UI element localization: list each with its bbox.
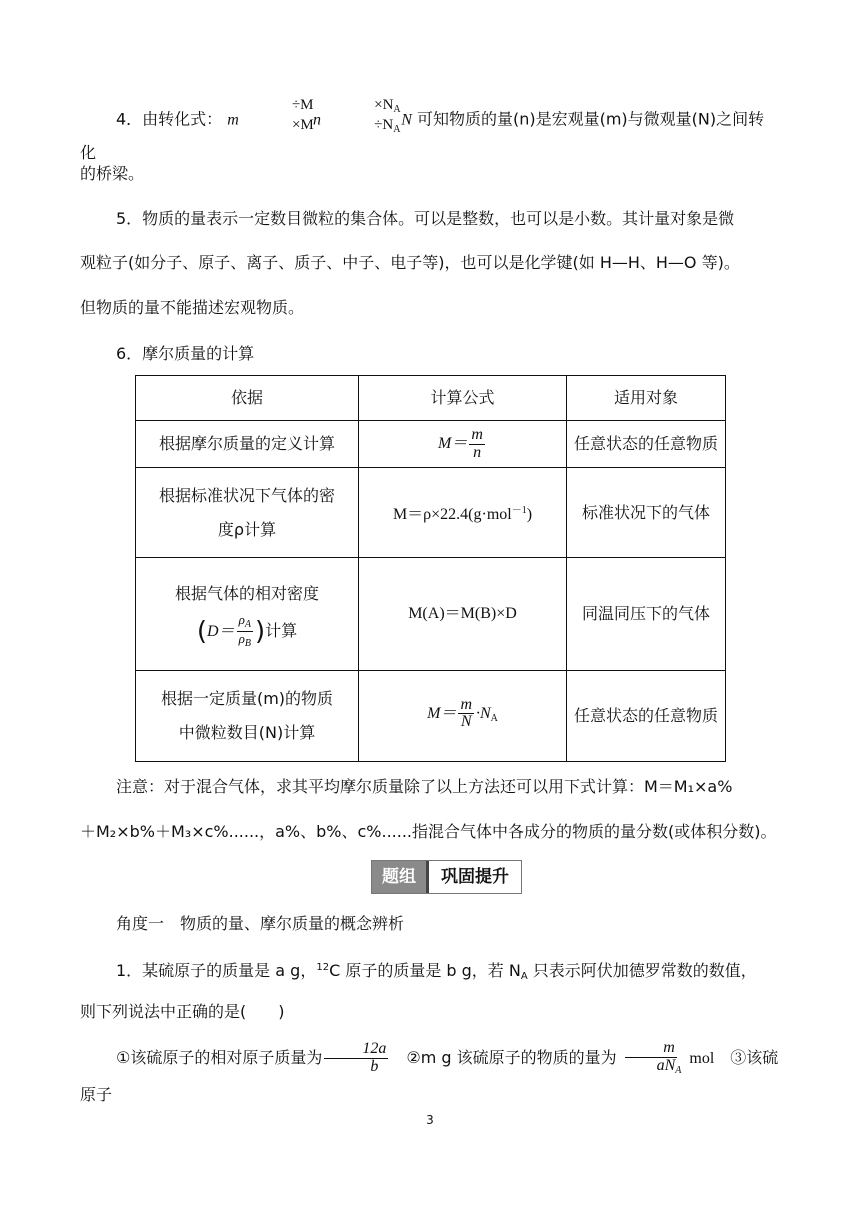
basis-line1: 根据气体的相对密度	[174, 583, 319, 603]
conversion-m-n	[248, 97, 314, 140]
item-4	[80, 97, 780, 166]
section-badge	[371, 860, 522, 894]
q1-line1	[80, 955, 780, 990]
cell-target: 同温同压下的气体	[567, 558, 726, 671]
basis-tail: 计算	[265, 620, 298, 640]
formula-end: )	[526, 505, 533, 523]
denominator: $aN_A$	[656, 1057, 682, 1077]
q1-part-c: 只表示阿伏加德罗常数的数值，	[527, 961, 757, 980]
option-2-unit: mol ③该硫原子	[80, 1050, 779, 1104]
d-lhs: D＝	[207, 622, 235, 640]
basis-line1: 根据标准状况下气体的密	[158, 485, 335, 505]
option-1-text: ①该硫原子的相对原子质量为	[116, 1048, 323, 1067]
cell-target: 任意状态的任意物质	[567, 671, 726, 762]
table-header-row	[136, 376, 726, 421]
conversion-n-N	[330, 97, 401, 140]
fraction	[237, 613, 253, 649]
numerator: m	[625, 1040, 677, 1058]
item-4-line2: 的桥梁。	[80, 164, 145, 183]
page-number: 3	[426, 1113, 434, 1127]
badge-left: 题组	[372, 861, 426, 893]
cell-basis: 根据摩尔质量的定义计算	[136, 421, 359, 468]
q1-line2: 则下列说法中正确的是( )	[80, 1002, 285, 1021]
q1-part-b: C 原子的质量是 b g，若 N	[329, 961, 521, 980]
item-5-line1: 5．物质的量表示一定数目微粒的集合体。可以是整数，也可以是小数。其计量对象是微	[116, 209, 735, 228]
angle-heading: 角度一 物质的量、摩尔质量的概念辨析	[116, 914, 405, 933]
table-row	[136, 558, 726, 671]
cell-formula	[359, 421, 567, 468]
option-2-text: ②m g 该硫原子的物质的量为	[390, 1048, 617, 1067]
numerator: m	[460, 695, 472, 713]
cell-basis	[136, 468, 359, 558]
numerator: $\rho_A$	[238, 612, 251, 630]
basis-line2	[142, 611, 352, 652]
sub-A: A	[393, 104, 401, 115]
mul-NA-label: ×N	[374, 97, 394, 113]
sub-A: A	[393, 124, 401, 135]
item-5-line3: 但物质的量不能描述宏观物质。	[80, 298, 305, 317]
q1-options	[80, 1040, 780, 1114]
denominator: b	[370, 1058, 379, 1075]
q1-sub: A	[520, 971, 528, 982]
denominator: $\rho_B$	[238, 630, 251, 649]
cell-target: 任意状态的任意物质	[567, 421, 726, 468]
formula-tail: ·N	[476, 704, 491, 722]
fraction	[619, 1040, 684, 1076]
note-line1: 注意：对于混合气体，求其平均摩尔质量除了以上方法还可以用下式计算：M＝M₁×a%	[116, 777, 733, 796]
table-row	[136, 421, 726, 468]
table-row	[136, 671, 726, 762]
header-formula: 计算公式	[359, 376, 567, 421]
formula-main: M＝ρ×22.4(g·mol	[392, 505, 512, 523]
cell-basis	[136, 671, 359, 762]
div-NA-label: ÷N	[374, 117, 394, 133]
header-target: 适用对象	[567, 376, 726, 421]
numerator: m	[471, 425, 483, 443]
table-row	[136, 468, 726, 558]
basis-line1: 根据一定质量(m)的物质	[160, 689, 334, 708]
formula-lhs: M＝	[438, 434, 468, 452]
basis-line2: 度ρ计算	[217, 519, 277, 539]
symbol-N: N	[401, 111, 412, 129]
badge-right: 巩固提升	[426, 861, 521, 893]
cell-formula: M(A)＝M(B)×D	[359, 558, 567, 671]
cell-formula	[359, 671, 567, 762]
fraction	[458, 697, 474, 732]
left-paren: (	[196, 616, 208, 646]
q1-part-a: 1．某硫原子的质量是 a g，	[116, 961, 317, 980]
right-paren: )	[254, 616, 266, 646]
cell-target: 标准状况下的气体	[567, 468, 726, 558]
fraction	[469, 427, 485, 462]
fraction	[324, 1041, 388, 1076]
note-line2: ＋M₂×b%＋M₃×c%......，a%、b%、c%......指混合气体中各成分的物质的量分数(或体积分数)。	[80, 822, 777, 841]
molar-mass-table	[135, 375, 726, 762]
item-4-tail: 可知物质的量(n)是宏观量(m)与微观量(N)之间转化	[80, 109, 765, 162]
basis-line2: 中微粒数目(N)计算	[178, 723, 316, 742]
q1-sup: 12	[316, 962, 330, 973]
formula-lhs: M＝	[427, 704, 457, 722]
mul-M-label: ×M	[291, 117, 314, 133]
item-6-title: 6．摩尔质量的计算	[116, 344, 255, 363]
formula-tail-sub: A	[490, 712, 498, 724]
symbol-n: n	[313, 111, 322, 129]
denominator: N	[460, 713, 472, 731]
item-4-label: 4．由转化式：	[116, 109, 223, 129]
denominator: n	[473, 443, 482, 461]
header-basis: 依据	[136, 376, 359, 421]
item-5-line2: 观粒子(如分子、原子、离子、质子、中子、电子等)，也可以是化学键(如 H—H、H—O 等)。	[80, 253, 740, 272]
cell-formula	[359, 468, 567, 558]
symbol-m: m	[227, 111, 239, 129]
div-M-label: ÷M	[291, 97, 314, 113]
cell-basis	[136, 558, 359, 671]
formula-sup: －1	[511, 504, 527, 516]
numerator: 12a	[324, 1041, 388, 1059]
